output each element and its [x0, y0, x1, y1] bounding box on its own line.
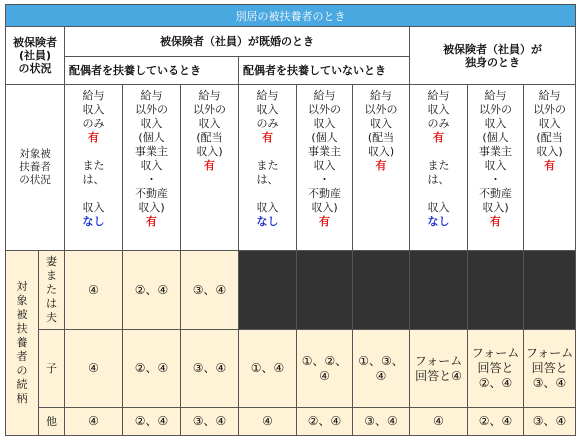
col-business-income	[123, 85, 181, 251]
table-row	[6, 330, 576, 408]
spouse-supported-label: 配偶者を扶養しているとき	[69, 64, 201, 77]
relation-label: 者	[16, 350, 28, 363]
not-applicable-cell	[468, 251, 524, 330]
insured-status-label: の状況	[18, 62, 52, 75]
married-header	[65, 27, 410, 57]
col-text: 不動産	[479, 187, 512, 200]
result-cell: ②、④	[123, 408, 181, 436]
col-text: のみ	[256, 117, 279, 130]
col-text: 収入	[256, 201, 279, 214]
col-text: 収入)	[138, 201, 165, 214]
col-text: 給与	[256, 89, 279, 102]
has-income-mark: 有	[146, 215, 157, 228]
result-cell: ①、④	[239, 330, 297, 408]
single-label: 被保険者（社員）が	[443, 42, 543, 56]
col-text: 収入	[313, 117, 336, 130]
col-text: 以外の	[533, 103, 567, 116]
col-text: 事業主	[479, 145, 512, 158]
married-label: 被保険者（社員）が既婚のとき	[160, 35, 314, 48]
not-applicable-cell	[239, 251, 297, 330]
col-text: 収入)	[311, 201, 338, 214]
result-cell: ④	[410, 408, 468, 436]
has-income-mark: 有	[88, 131, 99, 144]
col-dividend-income	[524, 85, 576, 251]
col-text: (配当	[367, 131, 395, 144]
relation-label: 扶	[16, 322, 28, 335]
relation-value: 子	[46, 361, 57, 375]
table-row	[6, 408, 576, 436]
col-text: 収入	[198, 117, 221, 130]
relation-value: 妻	[46, 255, 57, 268]
col-text: ・	[146, 173, 157, 186]
relation-value: た	[46, 283, 57, 296]
result-cell: ④	[65, 251, 123, 330]
not-applicable-cell	[297, 251, 353, 330]
col-text: 収入	[484, 159, 507, 172]
relation-value: 他	[46, 414, 57, 428]
insured-status-header	[6, 27, 65, 85]
col-text: 収入	[370, 117, 392, 130]
result-cell: ①、②、④	[297, 330, 353, 408]
col-salary-only	[239, 85, 297, 251]
col-text: ・	[319, 173, 330, 186]
col-text: 給与	[484, 89, 507, 102]
relation-label: 象	[16, 294, 28, 307]
spouse-not-supported-header	[239, 57, 410, 85]
table-row	[6, 251, 576, 330]
col-text: 事業主	[135, 145, 168, 158]
dependent-status-label: 対象被	[19, 148, 51, 160]
col-text: 以外の	[479, 103, 512, 116]
col-text: また	[256, 159, 279, 172]
spouse-not-supported-label: 配偶者を扶養していないとき	[243, 64, 386, 77]
col-text: 収入	[140, 117, 163, 130]
result-cell: フォーム回答と④	[410, 330, 468, 408]
no-income-mark: なし	[256, 215, 279, 228]
has-income-mark: 有	[375, 159, 387, 172]
col-text: ・	[490, 173, 501, 186]
col-text: 給与	[82, 89, 105, 102]
col-text: 収入)	[196, 145, 223, 158]
col-text: 給与	[198, 89, 221, 102]
col-text: 収入	[484, 117, 507, 130]
col-text: 収入	[140, 159, 163, 172]
has-income-mark: 有	[262, 131, 273, 144]
no-income-mark: なし	[427, 215, 450, 228]
relation-1	[39, 330, 65, 408]
col-text: 以外の	[135, 103, 168, 116]
col-salary-only	[410, 85, 468, 251]
col-text: は、	[256, 173, 279, 186]
insured-status-label: 被保険者	[13, 36, 57, 49]
result-cell: フォーム回答と②、④	[468, 330, 524, 408]
col-text: また	[427, 159, 450, 172]
relation-label: の	[16, 364, 28, 377]
dependent-status-header	[6, 85, 65, 251]
relation-label: 養	[16, 336, 28, 349]
col-text: また	[82, 159, 105, 172]
col-text: 収入	[427, 201, 450, 214]
result-cell: ④	[65, 330, 123, 408]
col-text: 事業主	[308, 145, 341, 158]
col-text: (配当	[536, 131, 563, 144]
col-text: 収入)	[536, 145, 563, 158]
col-dividend-income	[353, 85, 410, 251]
col-text: (個人	[311, 131, 338, 144]
col-text: 給与	[313, 89, 336, 102]
single-label: 独身のとき	[465, 55, 521, 69]
col-text: 不動産	[308, 187, 341, 200]
col-salary-only	[65, 85, 123, 251]
has-income-mark: 有	[544, 159, 556, 172]
result-cell: ③、④	[181, 330, 239, 408]
no-income-mark: なし	[82, 215, 105, 228]
single-header	[410, 27, 576, 85]
has-income-mark: 有	[204, 159, 215, 172]
has-income-mark: 有	[490, 215, 501, 228]
col-dividend-income	[181, 85, 239, 251]
result-cell: ③、④	[181, 251, 239, 330]
relation-value: ま	[46, 269, 57, 282]
not-applicable-cell	[524, 251, 576, 330]
col-text: のみ	[427, 117, 450, 130]
col-business-income	[468, 85, 524, 251]
relation-label: 対	[16, 280, 28, 293]
not-applicable-cell	[410, 251, 468, 330]
spouse-supported-header	[65, 57, 239, 85]
col-text: 給与	[370, 89, 392, 102]
col-text: 給与	[140, 89, 163, 102]
dependent-status-label: の状況	[19, 174, 51, 186]
col-text: 収入	[313, 159, 336, 172]
relation-0	[39, 251, 65, 330]
relation-value: 夫	[46, 311, 57, 324]
has-income-mark: 有	[433, 131, 444, 144]
col-business-income	[297, 85, 353, 251]
col-text: 以外の	[308, 103, 341, 116]
relation-label: 続	[16, 378, 28, 391]
col-text: 収入	[82, 201, 105, 214]
result-cell: ④	[65, 408, 123, 436]
relation-label: 被	[16, 308, 28, 321]
col-text: は、	[82, 173, 105, 186]
col-text: 給与	[427, 89, 450, 102]
result-cell: フォーム回答と③、④	[524, 330, 576, 408]
col-text: は、	[427, 173, 450, 186]
dependent-table	[5, 4, 576, 436]
col-text: 以外の	[193, 103, 226, 116]
result-cell: ②、④	[468, 408, 524, 436]
result-cell: ②、④	[297, 408, 353, 436]
result-cell: ②、④	[123, 330, 181, 408]
table-title: 別居の被扶養者のとき	[6, 5, 576, 27]
col-text: 収入	[82, 103, 105, 116]
col-text: 収入	[538, 117, 561, 130]
col-text: (個人	[482, 131, 509, 144]
relation-value: は	[46, 297, 57, 310]
col-text: 収入)	[482, 201, 509, 214]
relation-2	[39, 408, 65, 436]
col-text: のみ	[82, 117, 105, 130]
insured-status-label: (社員)	[18, 49, 52, 62]
has-income-mark: 有	[319, 215, 330, 228]
result-cell: ③、④	[524, 408, 576, 436]
col-text: 給与	[538, 89, 561, 102]
result-cell: ④	[239, 408, 297, 436]
col-text: 収入	[427, 103, 450, 116]
result-cell: ②、④	[123, 251, 181, 330]
result-cell: ①、③、④	[353, 330, 410, 408]
relation-header	[6, 251, 39, 436]
result-cell: ③、④	[353, 408, 410, 436]
col-text: 収入)	[367, 145, 395, 158]
col-text: 収入	[256, 103, 279, 116]
col-text: (個人	[138, 131, 165, 144]
col-text: (配当	[196, 131, 223, 144]
not-applicable-cell	[353, 251, 410, 330]
relation-label: 柄	[16, 392, 28, 405]
result-cell: ③、④	[181, 408, 239, 436]
col-text: 不動産	[135, 187, 168, 200]
col-text: 以外の	[364, 103, 398, 116]
dependent-status-label: 扶養者	[19, 161, 51, 173]
